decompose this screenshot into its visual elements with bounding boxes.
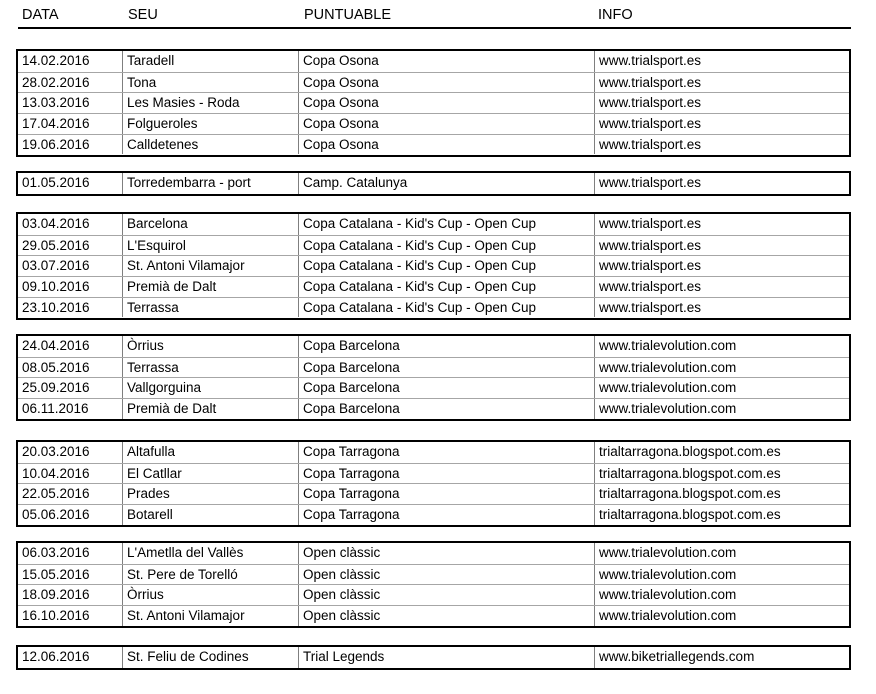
cell-seu: Folgueroles (122, 114, 298, 134)
cell-seu: Premià de Dalt (122, 399, 298, 419)
table-row[interactable] (18, 357, 849, 378)
table-row[interactable] (18, 377, 849, 398)
cell-punt: Open clàssic (298, 585, 594, 605)
cell-punt: Copa Osona (298, 73, 594, 93)
cell-seu: Altafulla (122, 442, 298, 463)
cell-data: 10.04.2016 (22, 465, 90, 481)
cell-punt: Copa Osona (298, 114, 594, 134)
cell-punt: Copa Osona (298, 135, 594, 155)
cell-info: www.trialevolution.com (594, 336, 849, 357)
cell-info: trialtarragona.blogspot.com.es (594, 484, 849, 504)
cell-seu: St. Feliu de Codines (122, 647, 298, 668)
cell-info: www.trialevolution.com (594, 378, 849, 398)
cell-punt: Copa Catalana - Kid's Cup - Open Cup (298, 214, 594, 235)
table-row[interactable] (18, 442, 849, 463)
column-header-seu: SEU (128, 7, 158, 23)
cell-punt: Copa Barcelona (298, 399, 594, 419)
cell-seu: Les Masies - Roda (122, 93, 298, 113)
table-row[interactable] (18, 255, 849, 276)
table-row[interactable] (18, 543, 849, 564)
cell-data: 12.06.2016 (22, 649, 90, 664)
cell-seu: St. Antoni Vilamajor (122, 256, 298, 276)
cell-punt: Copa Osona (298, 51, 594, 72)
cell-punt: Copa Osona (298, 93, 594, 113)
cell-seu: St. Pere de Torelló (122, 565, 298, 585)
cell-data: 23.10.2016 (22, 299, 90, 315)
cell-punt: Copa Tarragona (298, 484, 594, 504)
table-row[interactable] (18, 72, 849, 93)
cell-info: www.trialsport.es (594, 173, 849, 194)
table-row[interactable] (18, 398, 849, 419)
cell-data: 17.04.2016 (22, 116, 90, 132)
table-row[interactable] (18, 504, 849, 525)
cell-info: trialtarragona.blogspot.com.es (594, 505, 849, 525)
cell-seu: St. Antoni Vilamajor (122, 606, 298, 626)
cell-data: 20.03.2016 (22, 444, 90, 459)
cell-seu: Barcelona (122, 214, 298, 235)
cell-punt: Copa Barcelona (298, 378, 594, 398)
cell-data: 15.05.2016 (22, 566, 90, 582)
cell-data: 06.11.2016 (22, 401, 89, 417)
cell-info: www.biketriallegends.com (594, 647, 849, 668)
cell-seu: L'Esquirol (122, 236, 298, 256)
cell-seu: Calldetenes (122, 135, 298, 155)
table-block-open-classic (16, 541, 851, 628)
cell-info: www.trialevolution.com (594, 565, 849, 585)
cell-punt: Open clàssic (298, 565, 594, 585)
cell-data: 16.10.2016 (22, 608, 90, 624)
cell-punt: Copa Tarragona (298, 442, 594, 463)
cell-info: www.trialsport.es (594, 93, 849, 113)
table-row[interactable] (18, 173, 849, 194)
cell-punt: Copa Tarragona (298, 505, 594, 525)
cell-data: 29.05.2016 (22, 237, 90, 253)
cell-punt: Copa Barcelona (298, 336, 594, 357)
cell-info: www.trialevolution.com (594, 399, 849, 419)
cell-punt: Open clàssic (298, 606, 594, 626)
cell-data: 13.03.2016 (22, 95, 90, 111)
table-block-camp-catalunya (16, 171, 851, 196)
cell-data: 22.05.2016 (22, 486, 90, 502)
cell-seu: El Catllar (122, 464, 298, 484)
cell-data: 05.06.2016 (22, 507, 90, 523)
column-header-row (18, 5, 851, 28)
cell-info: www.trialevolution.com (594, 585, 849, 605)
table-row[interactable] (18, 483, 849, 504)
cell-info: www.trialsport.es (594, 51, 849, 72)
cell-punt: Copa Tarragona (298, 464, 594, 484)
cell-seu: Vallgorguina (122, 378, 298, 398)
cell-seu: Tona (122, 73, 298, 93)
cell-data: 03.04.2016 (22, 216, 90, 231)
cell-seu: Prades (122, 484, 298, 504)
cell-info: www.trialsport.es (594, 298, 849, 318)
cell-punt: Copa Catalana - Kid's Cup - Open Cup (298, 277, 594, 297)
table-row[interactable] (18, 276, 849, 297)
cell-seu: Torredembarra - port (122, 173, 298, 194)
column-header-puntuable: PUNTUABLE (304, 7, 392, 23)
cell-seu: Premià de Dalt (122, 277, 298, 297)
table-row[interactable] (18, 214, 849, 235)
cell-punt: Trial Legends (298, 647, 594, 668)
cell-data: 18.09.2016 (22, 587, 90, 603)
cell-punt: Copa Catalana - Kid's Cup - Open Cup (298, 236, 594, 256)
cell-data: 28.02.2016 (22, 74, 90, 90)
cell-punt: Copa Barcelona (298, 358, 594, 378)
cell-data: 01.05.2016 (22, 175, 90, 190)
cell-punt: Copa Catalana - Kid's Cup - Open Cup (298, 256, 594, 276)
cell-data: 09.10.2016 (22, 279, 90, 295)
cell-data: 19.06.2016 (22, 136, 90, 152)
cell-info: www.trialsport.es (594, 277, 849, 297)
cell-info: www.trialevolution.com (594, 543, 849, 564)
table-row[interactable] (18, 463, 849, 484)
cell-punt: Copa Catalana - Kid's Cup - Open Cup (298, 298, 594, 318)
table-row[interactable] (18, 134, 849, 155)
cell-data: 14.02.2016 (22, 53, 90, 68)
cell-data: 03.07.2016 (22, 258, 90, 274)
cell-seu: Botarell (122, 505, 298, 525)
cell-seu: Òrrius (122, 585, 298, 605)
cell-info: www.trialsport.es (594, 236, 849, 256)
cell-info: trialtarragona.blogspot.com.es (594, 464, 849, 484)
column-header-data: DATA (22, 7, 59, 23)
table-block-copa-barcelona (16, 334, 851, 421)
cell-data: 24.04.2016 (22, 338, 90, 353)
cell-punt: Camp. Catalunya (298, 173, 594, 194)
table-row[interactable] (18, 92, 849, 113)
table-row[interactable] (18, 51, 849, 72)
table-block-trial-legends (16, 645, 851, 670)
table-block-copa-catalana (16, 212, 851, 320)
cell-seu: Òrrius (122, 336, 298, 357)
table-row[interactable] (18, 584, 849, 605)
column-header-info: INFO (598, 7, 633, 23)
cell-seu: Terrassa (122, 298, 298, 318)
cell-seu: Taradell (122, 51, 298, 72)
cell-data: 25.09.2016 (22, 380, 90, 396)
table-row[interactable] (18, 564, 849, 585)
cell-info: trialtarragona.blogspot.com.es (594, 442, 849, 463)
cell-seu: Terrassa (122, 358, 298, 378)
cell-info: www.trialevolution.com (594, 606, 849, 626)
cell-info: www.trialsport.es (594, 256, 849, 276)
cell-data: 08.05.2016 (22, 359, 90, 375)
cell-data: 06.03.2016 (22, 545, 90, 560)
cell-info: www.trialsport.es (594, 114, 849, 134)
table-row[interactable] (18, 235, 849, 256)
cell-info: www.trialsport.es (594, 73, 849, 93)
table-row[interactable] (18, 605, 849, 626)
cell-info: www.trialsport.es (594, 135, 849, 155)
cell-punt: Open clàssic (298, 543, 594, 564)
cell-info: www.trialsport.es (594, 214, 849, 235)
table-row[interactable] (18, 297, 849, 318)
cell-seu: L'Ametlla del Vallès (122, 543, 298, 564)
table-row[interactable] (18, 647, 849, 668)
table-block-copa-tarragona (16, 440, 851, 527)
table-block-copa-osona (16, 49, 851, 157)
cell-info: www.trialevolution.com (594, 358, 849, 378)
table-row[interactable] (18, 113, 849, 134)
table-row[interactable] (18, 336, 849, 357)
header-divider-rule (18, 27, 851, 29)
